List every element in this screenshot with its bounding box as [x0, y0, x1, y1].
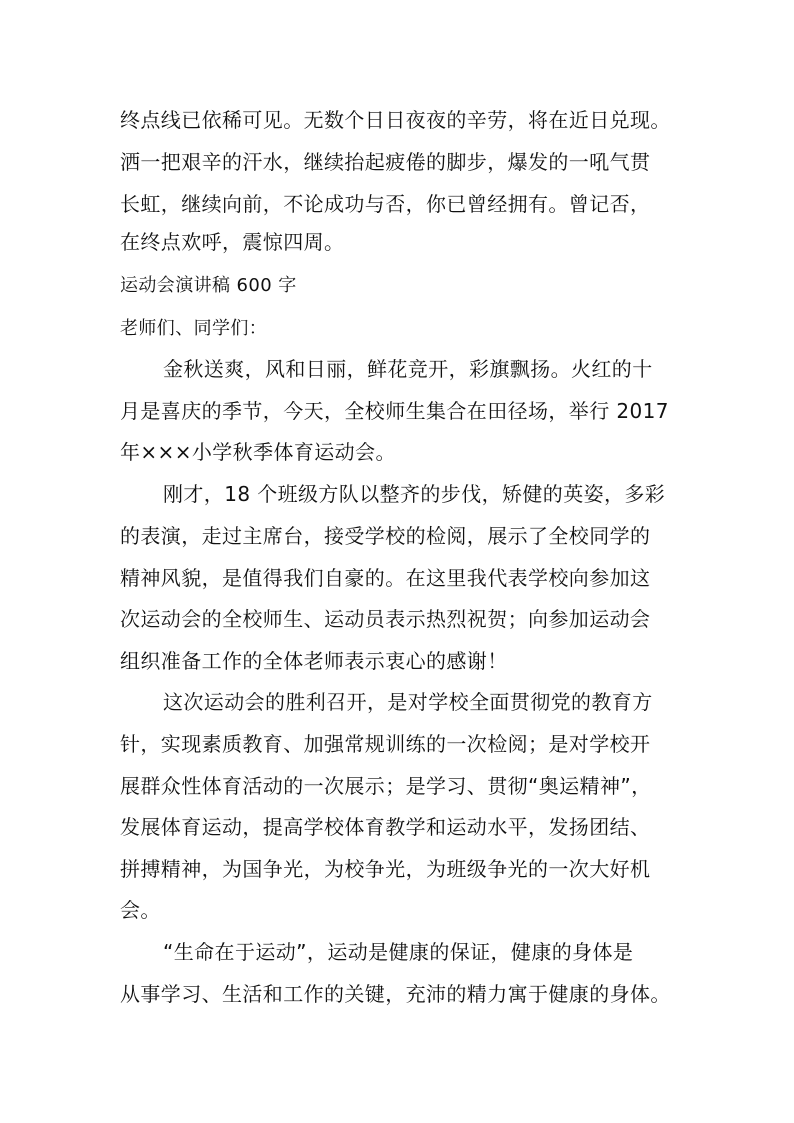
paragraph-line: 的表演，走过主席台，接受学校的检阅，展示了全校同学的 — [120, 524, 651, 548]
text-line: 长虹，继续向前，不论成功与否，你已曾经拥有。曾记否， — [120, 192, 651, 216]
text-line: 洒一把艰辛的汗水，继续抬起疲倦的脚步，爆发的一吼气贯 — [120, 150, 651, 174]
salutation: 老师们、同学们： — [120, 318, 268, 339]
paragraph-line: 从事学习、生活和工作的关键，充沛的精力寓于健康的身体。 — [120, 982, 671, 1006]
paragraph-line: 刚才，18 个班级方队以整齐的步伐，矫健的英姿，多彩 — [163, 482, 666, 506]
paragraph-line: 拼搏精神，为国争光，为校争光，为班级争光的一次大好机 — [120, 857, 651, 881]
paragraph-line: 针，实现素质教育、加强常规训练的一次检阅；是对学校开 — [120, 732, 651, 756]
text-line: 终点线已依稀可见。无数个日日夜夜的辛劳，将在近日兑现。 — [120, 108, 671, 132]
paragraph-line: 展群众性体育活动的一次展示；是学习、贯彻“奥运精神”， — [120, 774, 652, 798]
paragraph-line: 次运动会的全校师生、运动员表示热烈祝贺；向参加运动会 — [120, 607, 651, 631]
paragraph-line: 组织准备工作的全体老师表示衷心的感谢！ — [120, 649, 508, 673]
paragraph-line: 这次运动会的胜利召开，是对学校全面贯彻党的教育方 — [163, 690, 653, 714]
paragraph-line: 金秋送爽，风和日丽，鲜花竞开，彩旗飘扬。火红的十 — [163, 357, 653, 381]
text-line: 在终点欢呼，震惊四周。 — [120, 230, 345, 254]
paragraph-line: 年×××小学秋季体育运动会。 — [120, 440, 396, 464]
paragraph-line: “生命在于运动”，运动是健康的保证，健康的身体是 — [163, 940, 634, 964]
paragraph-line: 会。 — [120, 898, 161, 922]
paragraph-line: 月是喜庆的季节，今天，全校师生集合在田径场，举行 2017 — [120, 399, 669, 423]
section-title: 运动会演讲稿 600 字 — [120, 275, 297, 296]
paragraph-line: 发展体育运动，提高学校体育教学和运动水平，发扬团结、 — [120, 815, 651, 839]
paragraph-line: 精神风貌，是值得我们自豪的。在这里我代表学校向参加这 — [120, 566, 651, 590]
